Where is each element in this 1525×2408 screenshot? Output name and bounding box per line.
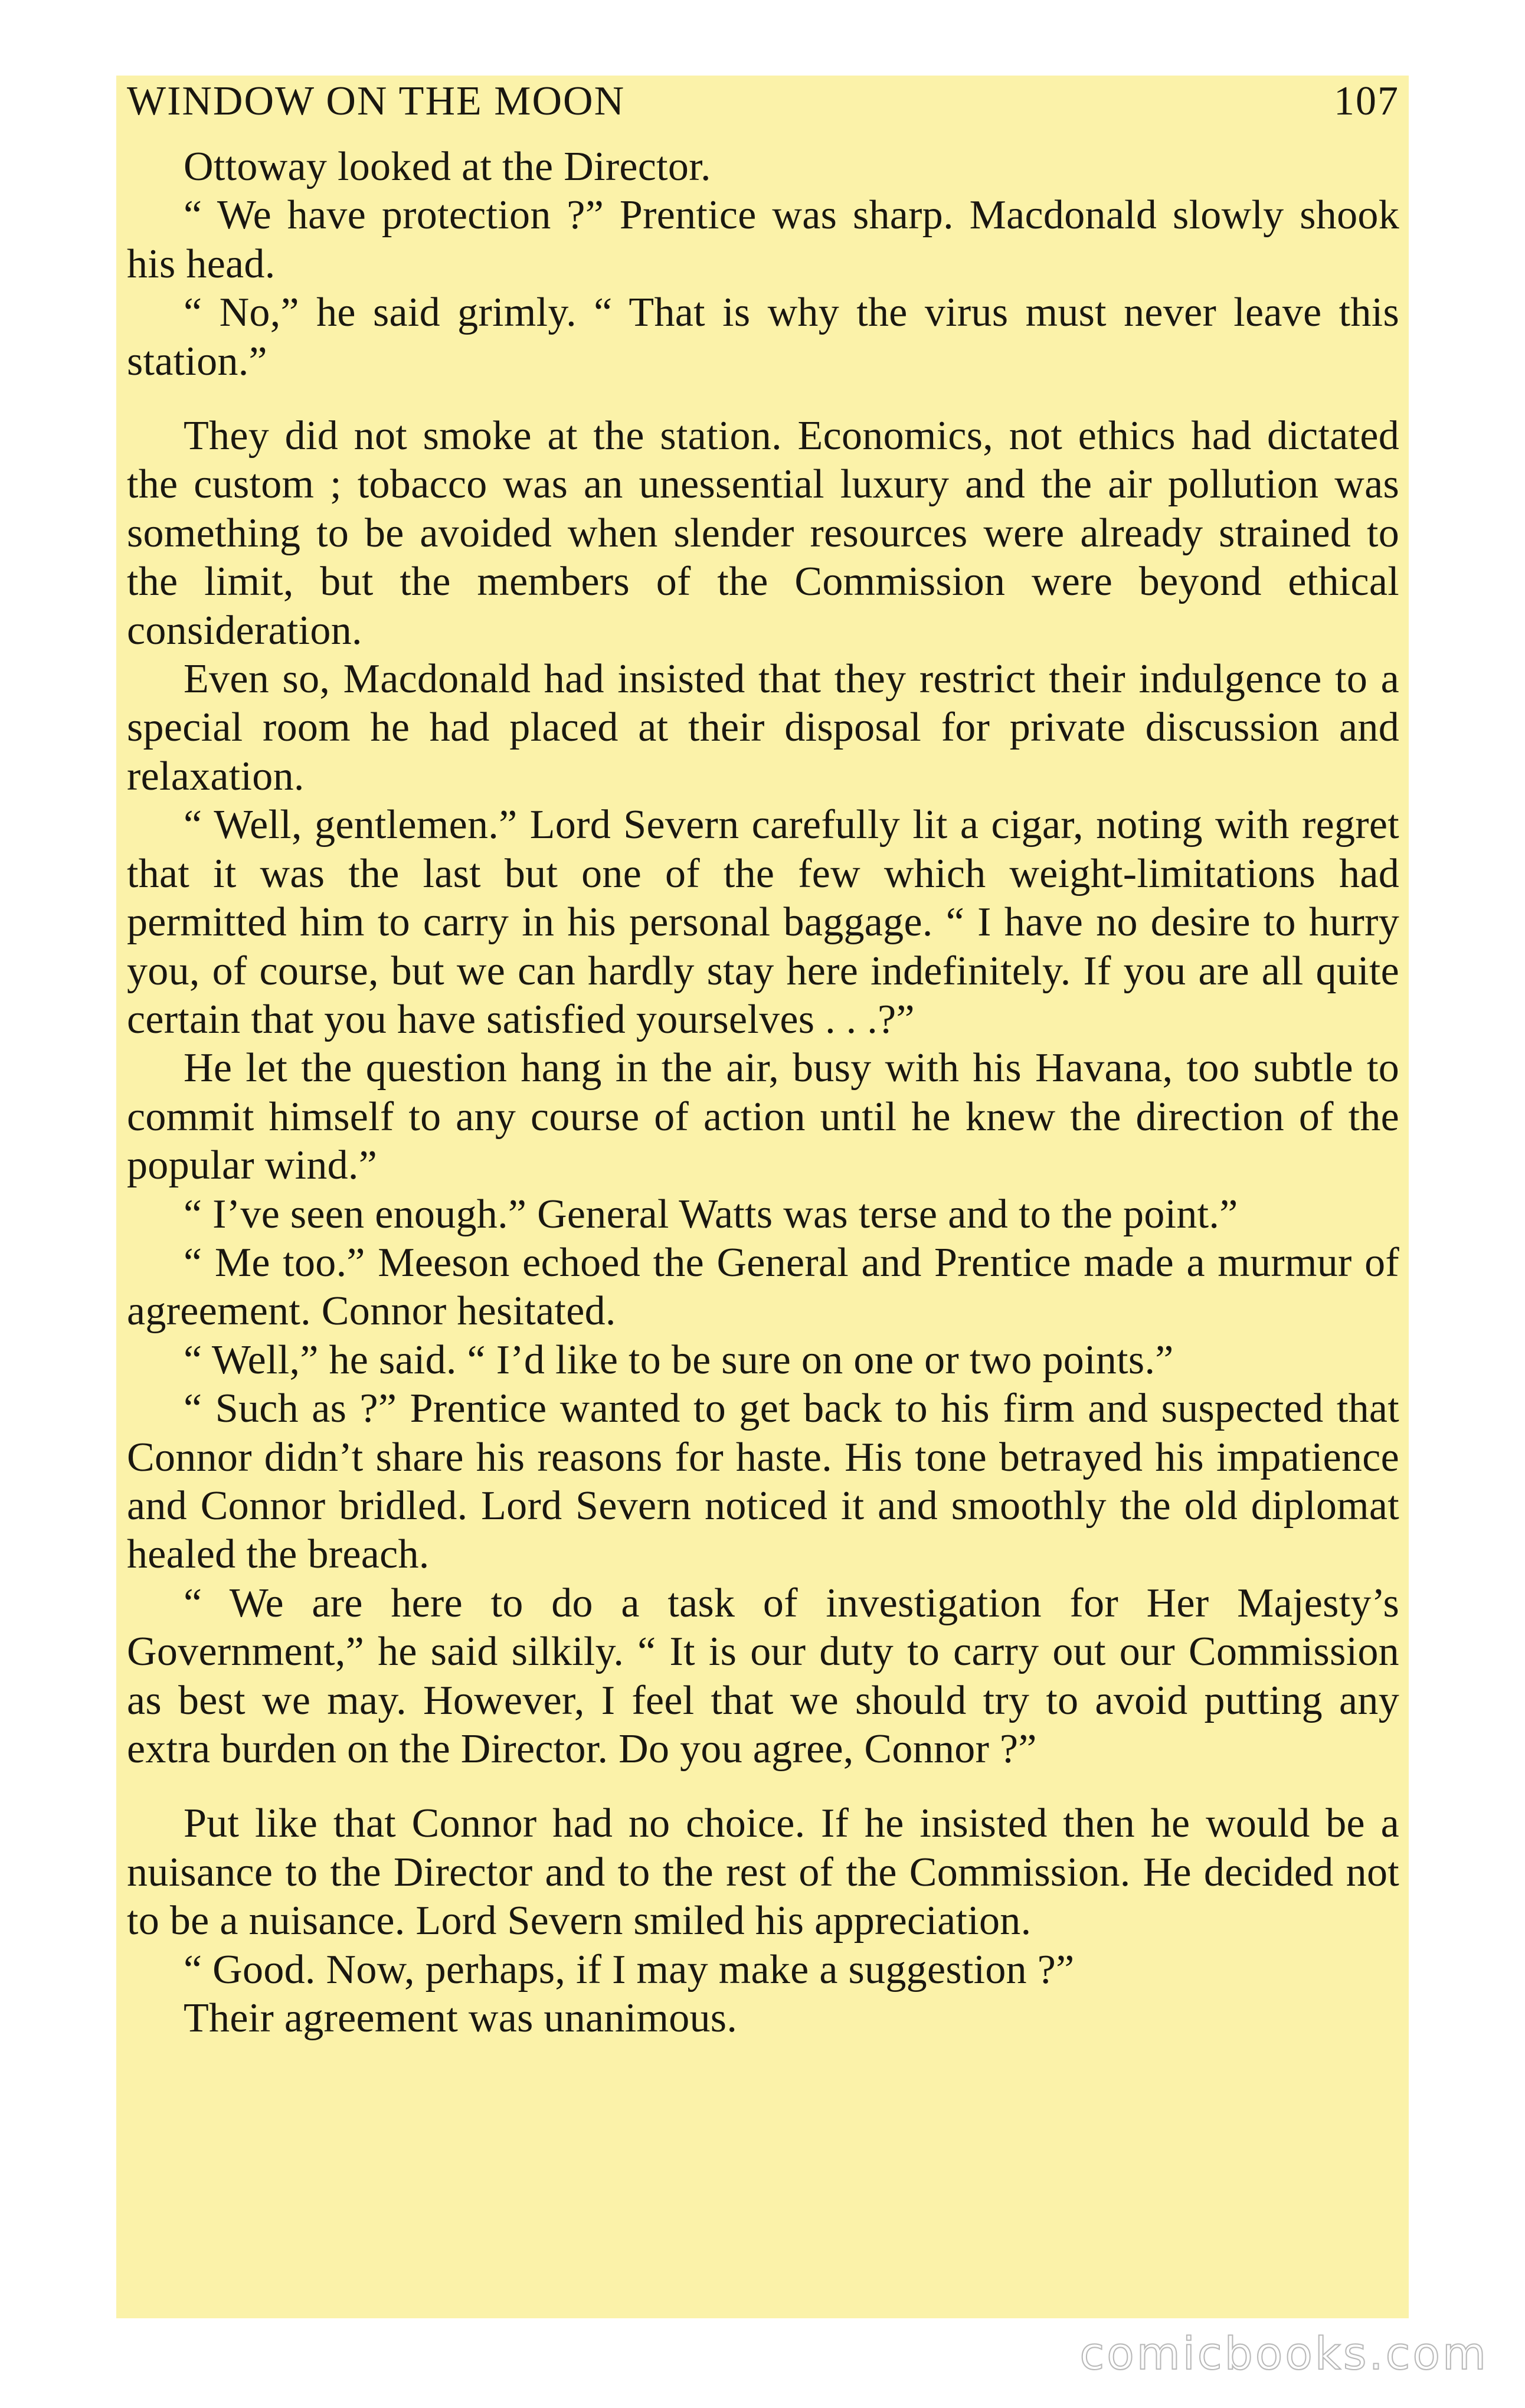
running-header — [127, 78, 1399, 125]
watermark-logo: comicbooks.com — [1079, 2327, 1488, 2380]
running-title: WINDOW ON THE MOON — [127, 78, 626, 124]
paragraph: “ Me too.” Meeson echoed the General and Prentice made a murmur of agreement. Connor hesitated. — [127, 1239, 1399, 1334]
paragraph: Ottoway looked at the Director. — [184, 144, 711, 189]
page-number: 107 — [1334, 78, 1399, 124]
paragraph: “ Well, gentlemen.” Lord Severn carefully lit a cigar, noting with regret that it was the last but one of the few which weight-limitations had permitted him to carry in his personal baggage. “ I have no desire to hurry you, of course, but we can hardly stay here indefinitely. If you are all quite certain that you have satisfied yourselves . . .?” — [127, 802, 1399, 1042]
book-page — [116, 76, 1409, 2318]
body-text — [127, 143, 1399, 2043]
paragraph: “ We are here to do a task of investigation for Her Majesty’s Government,” he said silkily. “ It is our duty to carry out our Commission as best we may. However, I feel that we should try to avoid putting any extra burden on the Director. Do you agree, Connor ?” — [127, 1580, 1399, 1772]
paragraph: “ Good. Now, perhaps, if I may make a suggestion ?” — [184, 1946, 1075, 1993]
paragraph: Even so, Macdonald had insisted that they restrict their indulgence to a special room he had placed at their disposal for private discussion and relaxation. — [127, 656, 1399, 799]
paragraph: Put like that Connor had no choice. If he insisted then he would be a nuisance to the Director and to the rest of the Commission. He decided not to be a nuisance. Lord Severn smiled his appreciation. — [127, 1801, 1399, 1944]
paragraph: “ We have protection ?” Prentice was sharp. Macdonald slowly shook his head. — [127, 192, 1399, 287]
paragraph: He let the question hang in the air, busy with his Havana, too subtle to commit himself to any course of action until he knew the direction of the popular wind.” — [127, 1045, 1399, 1189]
paragraph: Their agreement was unanimous. — [184, 1995, 738, 2041]
paragraph: They did not smoke at the station. Economics, not ethics had dictated the custom ; tobacco was an unessential luxury and the air pollution was something to be avoided when slender resources were already strained to the limit, but the members of the Commission were beyond ethical consideration. — [127, 413, 1399, 653]
paragraph: “ Well,” he said. “ I’d like to be sure on one or two points.” — [184, 1337, 1174, 1383]
paragraph: “ I’ve seen enough.” General Watts was terse and to the point.” — [184, 1191, 1238, 1237]
paragraph: “ No,” he said grimly. “ That is why the virus must never leave this station.” — [127, 290, 1399, 384]
paragraph: “ Such as ?” Prentice wanted to get back to his firm and suspected that Connor didn’t share his reasons for haste. His tone betrayed his impatience and Connor bridled. Lord Severn noticed it and smoothly the old diplomat healed the breach. — [127, 1386, 1399, 1578]
